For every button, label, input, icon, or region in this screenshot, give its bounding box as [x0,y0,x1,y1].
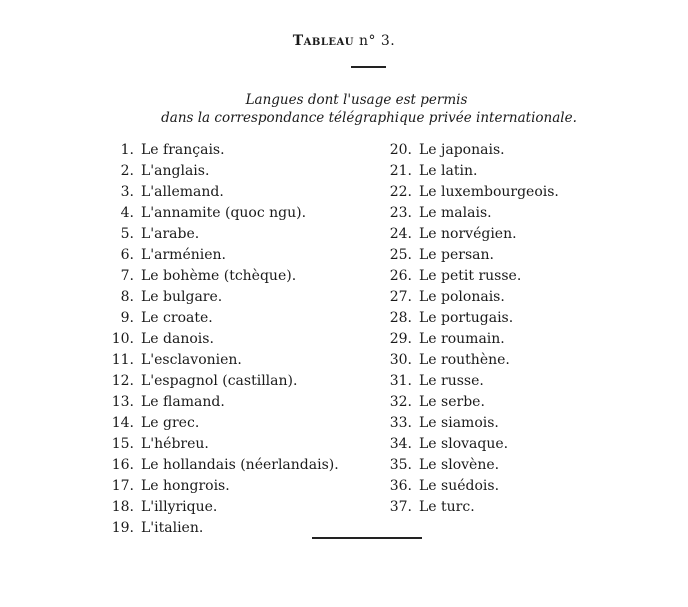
item-number: 25. [389,247,412,263]
title-divider [351,66,386,68]
list-item [100,182,339,203]
item-number: 30. [389,352,412,368]
item-number: 5. [120,226,134,242]
language-name: Le portugais. [419,310,514,326]
item-number: 14. [111,415,134,431]
language-name: Le slovène. [419,457,500,473]
list-item [378,476,559,497]
list-item [100,245,339,266]
language-name: Le siamois. [419,415,499,431]
list-item [100,350,339,371]
language-name: Le serbe. [419,394,485,410]
item-number: 10. [111,331,134,347]
item-number: 11. [111,352,134,368]
language-name: Le russe. [419,373,484,389]
item-number: 36. [389,478,412,494]
language-list-left [100,140,339,539]
list-item [100,371,339,392]
table-title [0,33,688,49]
list-item [100,476,339,497]
list-item [100,203,339,224]
subtitle-line-2: dans la correspondance télégraphique privée internationale. [161,110,577,126]
item-number: 24. [389,226,412,242]
language-name: Le turc. [419,499,475,515]
item-number: 21. [389,163,412,179]
language-name: L'allemand. [141,184,224,200]
list-item [378,245,559,266]
item-number: 12. [111,373,134,389]
list-item [100,392,339,413]
item-number: 8. [120,289,134,305]
language-name: Le roumain. [419,331,505,347]
language-name: Le routhène. [419,352,510,368]
list-item [378,266,559,287]
list-item [378,140,559,161]
table-title-number: n° 3. [358,33,396,49]
list-item [100,161,339,182]
language-name: L'espagnol (castillan). [141,373,298,389]
language-name: Le grec. [141,415,200,431]
list-item [378,455,559,476]
list-item [378,413,559,434]
list-item [100,140,339,161]
item-number: 34. [389,436,412,452]
language-name: Le latin. [419,163,478,179]
item-number: 33. [389,415,412,431]
language-name: L'italien. [141,520,204,536]
language-name: Le norvégien. [419,226,517,242]
item-number: 28. [389,310,412,326]
language-name: Le luxembourgeois. [419,184,559,200]
language-name: L'arabe. [141,226,200,242]
item-number: 17. [111,478,134,494]
language-name: L'hébreu. [141,436,209,452]
item-number: 35. [389,457,412,473]
item-number: 26. [389,268,412,284]
item-number: 32. [389,394,412,410]
item-number: 31. [389,373,412,389]
item-number: 27. [389,289,412,305]
list-item [100,266,339,287]
language-name: L'annamite (quoc ngu). [141,205,307,221]
list-item [378,161,559,182]
language-name: L'arménien. [141,247,226,263]
language-name: Le suédois. [419,478,500,494]
language-name: Le malais. [419,205,492,221]
language-name: Le persan. [419,247,494,263]
list-item [378,287,559,308]
list-item [100,455,339,476]
item-number: 16. [111,457,134,473]
item-number: 20. [389,142,412,158]
item-number: 29. [389,331,412,347]
list-item [378,497,559,518]
list-item [378,308,559,329]
language-name: Le japonais. [419,142,505,158]
language-name: L'illyrique. [141,499,218,515]
item-number: 18. [111,499,134,515]
item-number: 6. [120,247,134,263]
language-name: Le bulgare. [141,289,223,305]
language-name: Le hollandais (néerlandais). [141,457,339,473]
footer-divider [312,537,422,539]
language-name: Le petit russe. [419,268,522,284]
language-name: Le slovaque. [419,436,509,452]
item-number: 9. [120,310,134,326]
item-number: 2. [120,163,134,179]
list-item [100,224,339,245]
language-name: Le bohème (tchèque). [141,268,297,284]
list-item [100,287,339,308]
list-item [378,329,559,350]
item-number: 1. [120,142,134,158]
list-item [100,413,339,434]
language-name: Le croate. [141,310,213,326]
language-name: Le hongrois. [141,478,230,494]
item-number: 23. [389,205,412,221]
language-list-right [378,140,559,518]
item-number: 13. [111,394,134,410]
list-item [100,308,339,329]
list-item [100,497,339,518]
list-item [378,392,559,413]
list-item [378,371,559,392]
item-number: 19. [111,520,134,536]
language-name: Le flamand. [141,394,225,410]
item-number: 22. [389,184,412,200]
item-number: 7. [120,268,134,284]
language-name: Le polonais. [419,289,505,305]
subtitle-line-1: Langues dont l'usage est permis [245,92,468,108]
item-number: 4. [120,205,134,221]
item-number: 3. [120,184,134,200]
item-number: 37. [389,499,412,515]
language-name: L'anglais. [141,163,210,179]
list-item [378,182,559,203]
language-name: Le danois. [141,331,214,347]
list-item [100,329,339,350]
language-name: L'esclavonien. [141,352,242,368]
list-item [378,224,559,245]
language-name: Le français. [141,142,225,158]
list-item [100,518,339,539]
item-number: 15. [111,436,134,452]
list-item [378,203,559,224]
table-title-word: Tableau [292,33,354,49]
list-item [378,350,559,371]
list-item [100,434,339,455]
list-item [378,434,559,455]
